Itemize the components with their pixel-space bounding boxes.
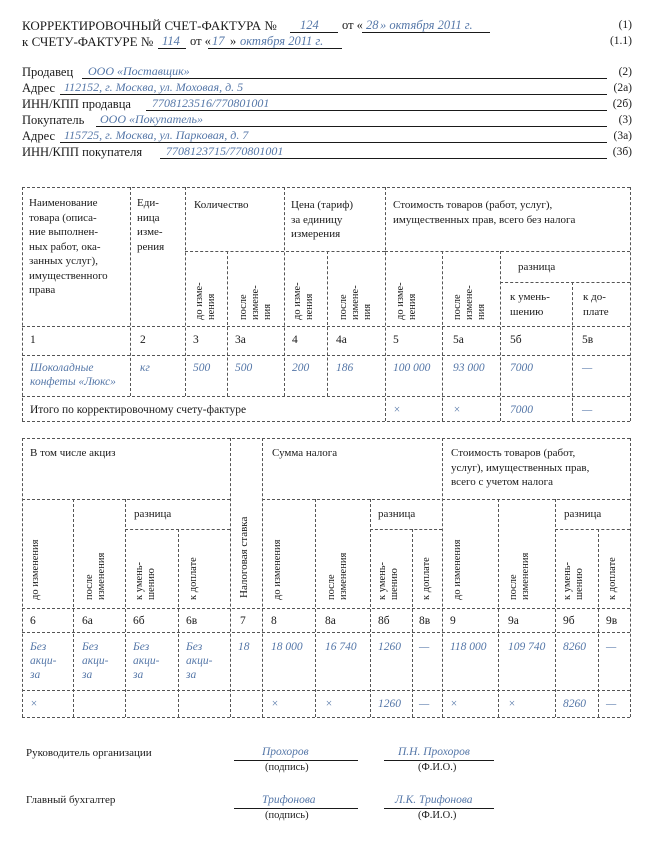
col-num: 3а (235, 334, 246, 346)
buyer-inn-label: ИНН/КПП покупателя (22, 145, 143, 159)
seller-inn-label: ИНН/КПП продавца (22, 97, 131, 111)
cost-increase: — (582, 362, 593, 374)
cost-after-header: после изменения (508, 552, 531, 600)
col-num: 4а (336, 334, 347, 346)
total-increase: — (582, 404, 593, 416)
price-after: 186 (336, 362, 354, 374)
tax-increase: — (419, 641, 430, 653)
col-num: 6в (186, 615, 198, 627)
tax-rate-header: Налоговая ставка (238, 516, 250, 598)
col-num: 6б (133, 615, 145, 627)
director-sign-caption: (подпись) (265, 762, 309, 773)
buyer-address-label: Адрес (22, 129, 56, 143)
excise-after: Без акци- за (82, 641, 109, 681)
buyer-label: Покупатель (22, 113, 85, 127)
ref-ot: от « (190, 34, 211, 48)
total-excise: × (30, 698, 38, 710)
col-num: 9в (606, 615, 618, 627)
col-num: 4 (292, 334, 298, 346)
buyer-inn-code: (3б) (612, 146, 632, 158)
total-cost-increase: — (606, 698, 617, 710)
accountant-signature: Трифонова (262, 794, 316, 806)
code-1-1: (1.1) (609, 35, 632, 47)
tax-after-header: после изменения (326, 552, 349, 600)
col-cost-header: Стоимость товаров (работ, услуг), имущественных прав, всего без налога (393, 199, 576, 226)
product-unit: кг (140, 362, 150, 374)
decrease-header: к умень- шению (510, 291, 550, 318)
col-num: 7 (240, 615, 246, 627)
col-name-header: Наименование товара (описа- ние выполнен- ных работ, ока- занных услуг), имущественного права (29, 197, 108, 296)
tax-before: 18 000 (271, 641, 303, 653)
col-num: 6 (30, 615, 36, 627)
ref-month-year: октября 2011 г. (240, 34, 324, 48)
buyer-address-value: 115725, г. Москва, ул. Парковая, д. 7 (64, 128, 249, 142)
seller-address-label: Адрес (22, 81, 56, 95)
col-num: 5б (510, 334, 522, 346)
accountant-name-caption: (Ф.И.О.) (418, 810, 457, 821)
cost-tax-increase: — (606, 641, 617, 653)
excise-raznica-header: разница (134, 508, 172, 520)
seller-label: Продавец (22, 65, 74, 79)
ref-day: 17 (212, 34, 225, 48)
col-num: 5 (393, 334, 399, 346)
seller-address-value: 112152, г. Москва, ул. Моховая, д. 5 (64, 80, 244, 94)
raznica-header: разница (518, 261, 556, 273)
col-num: 9б (563, 615, 575, 627)
price-before-header: до изме- нения (292, 282, 315, 320)
director-name-caption: (Ф.И.О.) (418, 762, 457, 773)
total-cost-after: × (508, 698, 516, 710)
excise-decrease: Без акци- за (133, 641, 160, 681)
tax-sum-header: Сумма налога (272, 447, 338, 459)
director-name: П.Н. Прохоров (398, 746, 470, 758)
col-num: 6а (82, 615, 93, 627)
buyer-inn-value: 7708123715/770801001 (166, 144, 284, 158)
accountant-sign-caption: (подпись) (265, 810, 309, 821)
total-cost-before: × (393, 404, 401, 416)
cost-inc-header: к доплате (607, 557, 618, 600)
cost-tax-before: 118 000 (450, 641, 487, 653)
price-before: 200 (292, 362, 310, 374)
excise-before: Без акци- за (30, 641, 57, 681)
col-unit-header: Еди- ница изме- рения (137, 197, 165, 253)
tax-dec-header: к умень- шению (377, 561, 400, 600)
col-num: 8а (325, 615, 336, 627)
cost-raznica-header: разница (564, 508, 602, 520)
total-decrease: 7000 (510, 404, 533, 416)
seller-code: (2) (618, 66, 632, 78)
director-role: Руководитель организации (26, 747, 152, 759)
total-label: Итого по корректировочному счету-фактуре (30, 404, 247, 416)
ref-close: » (230, 34, 237, 48)
col-num: 8б (378, 615, 390, 627)
tax-inc-header: к доплате (421, 557, 432, 600)
buyer-code: (3) (618, 114, 632, 126)
accountant-role: Главный бухгалтер (26, 794, 116, 806)
cost-after-header: после измене- ния (452, 285, 487, 320)
tax-rate: 18 (238, 641, 250, 653)
total-tax-increase: — (419, 698, 430, 710)
excise-header: В том числе акциз (30, 447, 116, 459)
accountant-name: Л.К. Трифонова (395, 794, 473, 806)
tax-before-header: до изменения (272, 539, 283, 600)
excise-after-header: после изменения (84, 552, 107, 600)
col-qty-header: Количество (194, 199, 249, 211)
total-cost-before: × (450, 698, 458, 710)
invoice-month-year: » октября 2011 г. (380, 18, 473, 32)
excise-increase: Без акци- за (186, 641, 213, 681)
excise-dec-header: к умень- шению (134, 561, 157, 600)
seller-address-code: (2а) (613, 82, 632, 94)
title-prefix: КОРРЕКТИРОВОЧНЫЙ СЧЕТ-ФАКТУРА № (22, 18, 277, 33)
seller-inn-code: (2б) (612, 98, 632, 110)
tax-after: 16 740 (325, 641, 357, 653)
cost-before-header: до изменения (452, 539, 463, 600)
increase-header: к до- плате (583, 291, 609, 318)
qty-after-header: после измене- ния (238, 285, 273, 320)
col-num: 5в (582, 334, 594, 346)
col-price-header: Цена (тариф) за единицу измерения (291, 199, 354, 240)
invoice-day: 28 (366, 18, 379, 32)
code-1: (1) (618, 19, 632, 31)
cost-tax-after: 109 740 (508, 641, 546, 653)
col-num: 5а (453, 334, 464, 346)
qty-before: 500 (193, 362, 211, 374)
total-cost-after: × (453, 404, 461, 416)
total-tax-before: × (271, 698, 279, 710)
col-num: 9а (508, 615, 519, 627)
director-signature: Прохоров (262, 746, 309, 758)
col-num: 8в (419, 615, 431, 627)
cost-decrease: 7000 (510, 362, 533, 374)
excise-before-header: до изменения (30, 539, 41, 600)
seller-inn-value: 7708123516/770801001 (152, 96, 270, 110)
cost-after: 93 000 (453, 362, 485, 374)
tax-decrease: 1260 (378, 641, 401, 653)
ref-number: 114 (162, 34, 180, 48)
col-num: 3 (193, 334, 199, 346)
cost-tax-decrease: 8260 (563, 641, 586, 653)
col-num: 1 (30, 334, 36, 346)
product-name: Шоколадные конфеты «Люкс» (30, 362, 116, 388)
invoice-number: 124 (300, 18, 319, 32)
total-tax-decrease: 1260 (378, 698, 401, 710)
ref-prefix: к СЧЕТУ-ФАКТУРЕ № (22, 34, 154, 49)
tax-raznica-header: разница (378, 508, 416, 520)
buyer-value: ООО «Покупатель» (100, 112, 203, 126)
col-num: 9 (450, 615, 456, 627)
seller-value: ООО «Поставщик» (88, 64, 190, 78)
cost-with-tax-header: Стоимость товаров (работ, услуг), имущественных прав, всего с учетом налога (451, 447, 590, 488)
cost-before: 100 000 (393, 362, 431, 374)
price-after-header: после измене- ния (338, 285, 373, 320)
date-ot: от « (342, 18, 363, 32)
total-tax-after: × (325, 698, 333, 710)
cost-dec-header: к умень- шению (562, 561, 585, 600)
qty-after: 500 (235, 362, 253, 374)
qty-before-header: до изме- нения (194, 282, 217, 320)
excise-inc-header: к доплате (188, 557, 199, 600)
cost-before-header: до изме- нения (395, 282, 418, 320)
col-num: 8 (271, 615, 277, 627)
buyer-address-code: (3а) (613, 130, 632, 142)
total-cost-decrease: 8260 (563, 698, 586, 710)
col-num: 2 (140, 334, 146, 346)
